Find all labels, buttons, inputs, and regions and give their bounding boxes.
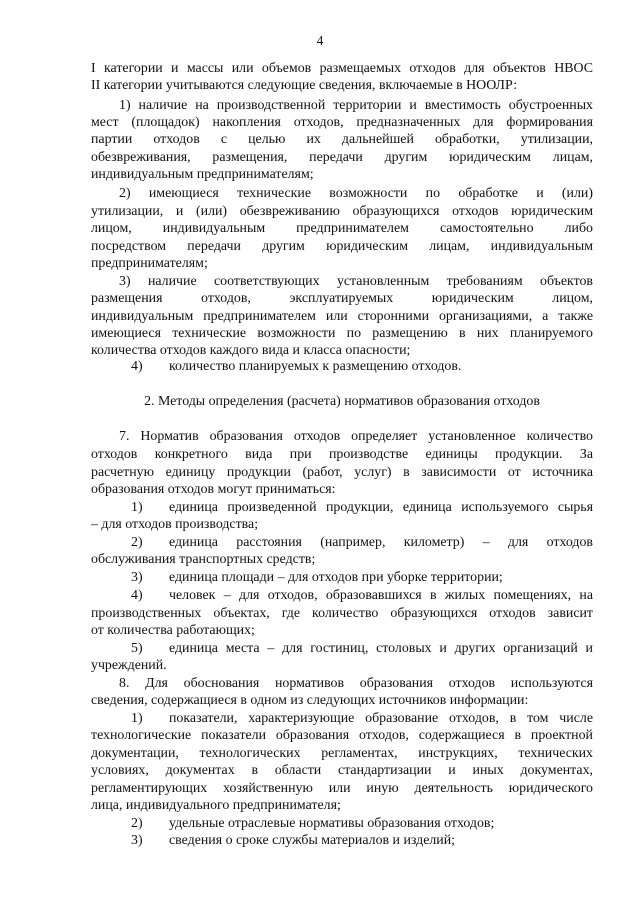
text-line: обезвреживания, размещения, передачи другим юридическим лицам, xyxy=(91,150,593,165)
text-line: количества отходов каждого вида и класса опасности; xyxy=(91,343,411,358)
list-number: 4) xyxy=(131,359,143,374)
text-line: единица расстояния (например, километр) – для отходов xyxy=(169,535,593,550)
list-number: 4) xyxy=(131,588,143,603)
text-line: количество планируемых к размещению отходов. xyxy=(169,359,462,374)
text-line: размещения отходов, эксплуатируемых юридическим лицом, xyxy=(91,291,593,306)
text-line: партии отходов с целью их дальнейшей обработки, утилизации, xyxy=(91,132,593,147)
list-number: 2) xyxy=(131,816,143,831)
text-line: учреждений. xyxy=(91,658,167,673)
text-line: посредством передачи другим юридическим лицам, индивидуальным xyxy=(91,239,593,254)
list-number: 1) xyxy=(131,711,143,726)
text-line: расчетную единицу продукции (работ, услуг) в зависимости от источника xyxy=(91,465,593,480)
text-line: 1) наличие на производственной территории и вместимость обустроенных xyxy=(119,98,593,113)
text-line: 8. Для обоснования нормативов образования отходов используются xyxy=(119,676,593,691)
text-line: единица площади – для отходов при уборке территории; xyxy=(169,570,503,585)
text-line: единица произведенной продукции, единица используемого сырья xyxy=(169,500,593,515)
page-number: 4 xyxy=(316,33,324,48)
text-line: документации, технологических регламентах, инструкциях, технических xyxy=(91,746,593,761)
text-line: индивидуальным предпринимателем или сторонними организациями, а также xyxy=(91,309,593,324)
text-line: показатели, характеризующие образование отходов, в том числе xyxy=(169,711,593,726)
text-line: единица места – для гостиниц, столовых и других организаций и xyxy=(169,641,593,656)
text-line: от количества работающих; xyxy=(91,623,255,638)
list-number: 1) xyxy=(131,500,143,515)
text-line: технологические показатели образования отходов, содержащиеся в проектной xyxy=(91,728,593,743)
text-line: 7. Норматив образования отходов определяет установленное количество xyxy=(119,429,593,444)
list-number: 2) xyxy=(131,535,143,550)
text-line: утилизации, и (или) обезвреживанию образующихся отходов юридическим xyxy=(91,204,593,219)
text-line: 3) наличие соответствующих установленным требованиям объектов xyxy=(119,274,593,289)
list-number: 5) xyxy=(131,641,143,656)
text-line: – для отходов производства; xyxy=(91,517,259,532)
text-line: сведения о сроке службы материалов и изделий; xyxy=(169,833,456,848)
text-line: образования отходов могут приниматься: xyxy=(91,482,336,497)
text-line: обслуживания транспортных средств; xyxy=(91,552,316,567)
text-line: регламентирующих хозяйственную или иную деятельность юридического xyxy=(91,781,593,796)
text-line: предпринимателям; xyxy=(91,256,208,271)
text-line: производственных объектах, где количество образующихся отходов зависит xyxy=(91,606,593,621)
section-heading: 2. Методы определения (расчета) нормативов образования отходов xyxy=(144,394,540,409)
text-line: имеющиеся технические возможности по размещению в них планируемого xyxy=(91,326,593,341)
text-line: отходов конкретного вида при производстве единицы продукции. За xyxy=(91,447,593,462)
text-line: человек – для отходов, образовавшихся в жилых помещениях, на xyxy=(169,588,593,603)
text-line: условиях, документах в области стандартизации и иных документах, xyxy=(91,763,593,778)
text-line: 2) имеющиеся технические возможности по обработке и (или) xyxy=(119,186,593,201)
text-line: лицом, индивидуальным предпринимателем самостоятельно либо xyxy=(91,221,593,236)
text-line: сведения, содержащиеся в одном из следующих источников информации: xyxy=(91,693,529,708)
text-line: I категории и массы или объемов размещаемых отходов для объектов НВОС xyxy=(91,61,593,76)
text-line: индивидуальным предпринимателям; xyxy=(91,167,314,182)
list-number: 3) xyxy=(131,833,143,848)
text-line: мест (площадок) накопления отходов, предназначенных для формирования xyxy=(91,115,593,130)
text-line: лица, индивидуального предпринимателя; xyxy=(91,798,341,813)
text-line: II категории учитываются следующие сведения, включаемые в НООЛР: xyxy=(91,78,518,93)
text-line: удельные отраслевые нормативы образования отходов; xyxy=(169,816,495,831)
list-number: 3) xyxy=(131,570,143,585)
